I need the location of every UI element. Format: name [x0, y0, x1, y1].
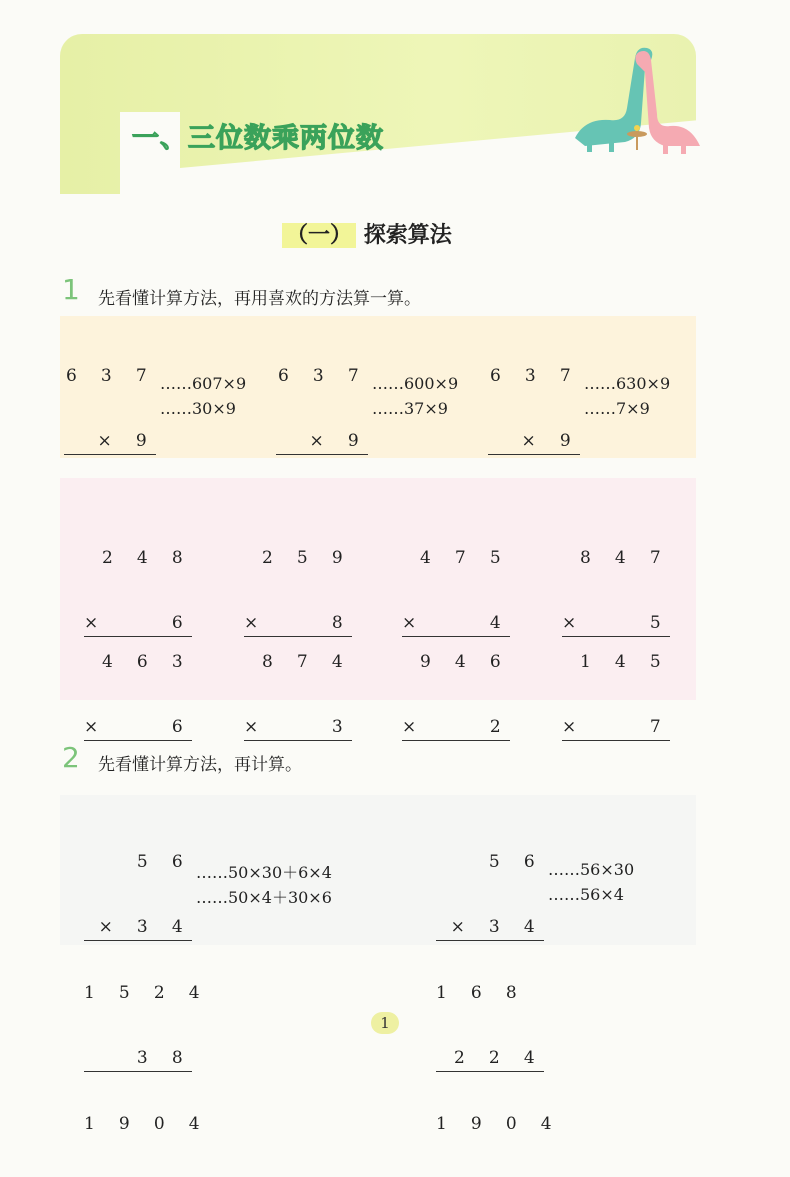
section-title-text: 探索算法 — [363, 223, 452, 248]
ex3-note-1: ……630×9 — [584, 374, 671, 393]
q2ex1-multiplier: × 3 4 — [84, 915, 192, 941]
exercise-6 — [244, 610, 352, 761]
q2ex1-note-2: ……50×4＋30×6 — [196, 888, 332, 907]
q2ex2-note-1: ……56×30 — [548, 860, 635, 879]
q2ex1-partial-1: 1 5 2 4 — [84, 983, 209, 1003]
question-1-text: 先看懂计算方法，再用喜欢的方法算一算。 — [98, 289, 421, 309]
exercise-top: 8 7 4 — [261, 652, 352, 672]
exercise-bottom: 3 — [331, 717, 352, 737]
page-number: 1 — [371, 1012, 399, 1034]
exercise-bottom: 4 — [489, 613, 510, 633]
section-title — [282, 218, 452, 249]
exercise-bottom: 2 — [489, 717, 510, 737]
ex2-top: 6 3 7 — [277, 366, 368, 386]
q2ex1-top: 5 6 — [136, 852, 192, 872]
chapter-title: 一、三位数乘两位数 — [132, 123, 384, 154]
times-sign: × — [84, 613, 108, 633]
exercise-top: 4 7 5 — [419, 548, 510, 568]
section-number: （一） — [282, 223, 356, 248]
times-sign: × — [562, 613, 586, 633]
dinosaur-illustration — [565, 38, 700, 156]
times-sign: × — [402, 717, 426, 737]
ex2-multiplier: × 9 — [276, 429, 368, 455]
ex1-note-1: ……607×9 — [160, 374, 247, 393]
ex3-top: 6 3 7 — [489, 366, 580, 386]
q2ex2-result: 1 9 0 4 — [436, 1114, 561, 1134]
times-sign: × — [244, 717, 268, 737]
question-2-number: 2 — [62, 741, 80, 774]
exercise-top: 9 4 6 — [419, 652, 510, 672]
exercise-top: 2 4 8 — [101, 548, 192, 568]
q2ex2-multiplier: × 3 4 — [436, 915, 544, 941]
exercise-8 — [562, 610, 670, 761]
exercise-bottom: 6 — [171, 717, 192, 737]
q2ex1-partial-2: 3 8 — [84, 1046, 192, 1072]
q2ex2-partial-2: 2 2 4 — [436, 1046, 544, 1072]
times-sign: × — [84, 717, 108, 737]
ex3-note-2: ……7×9 — [584, 399, 650, 418]
times-sign: × — [562, 717, 586, 737]
exercise-bottom: 5 — [649, 613, 670, 633]
exercise-7 — [402, 610, 510, 761]
exercise-top: 8 4 7 — [579, 548, 670, 568]
ex1-note-2: ……30×9 — [160, 399, 236, 418]
exercise-5 — [84, 610, 192, 761]
q2ex1-result: 1 9 0 4 — [84, 1114, 209, 1134]
exercise-bottom: 6 — [171, 613, 192, 633]
exercise-top: 1 4 5 — [579, 652, 670, 672]
exercise-top: 4 6 3 — [101, 652, 192, 672]
exercise-bottom: 8 — [331, 613, 352, 633]
ex1-top: 6 3 7 — [65, 366, 156, 386]
q2ex1-note-1: ……50×30＋6×4 — [196, 863, 332, 882]
q2ex2-note-2: ……56×4 — [548, 885, 624, 904]
ex3-multiplier: × 9 — [488, 429, 580, 455]
times-sign: × — [244, 613, 268, 633]
ex2-note-1: ……600×9 — [372, 374, 459, 393]
exercise-bottom: 7 — [649, 717, 670, 737]
times-sign: × — [402, 613, 426, 633]
ex1-multiplier: × 9 — [64, 429, 156, 455]
ex2-note-2: ……37×9 — [372, 399, 448, 418]
exercise-top: 2 5 9 — [261, 548, 352, 568]
question-2-text: 先看懂计算方法，再计算。 — [98, 755, 302, 775]
q2ex2-partial-1: 1 6 8 — [436, 983, 527, 1003]
q2ex2-top: 5 6 — [488, 852, 544, 872]
question-1-number: 1 — [62, 273, 80, 306]
